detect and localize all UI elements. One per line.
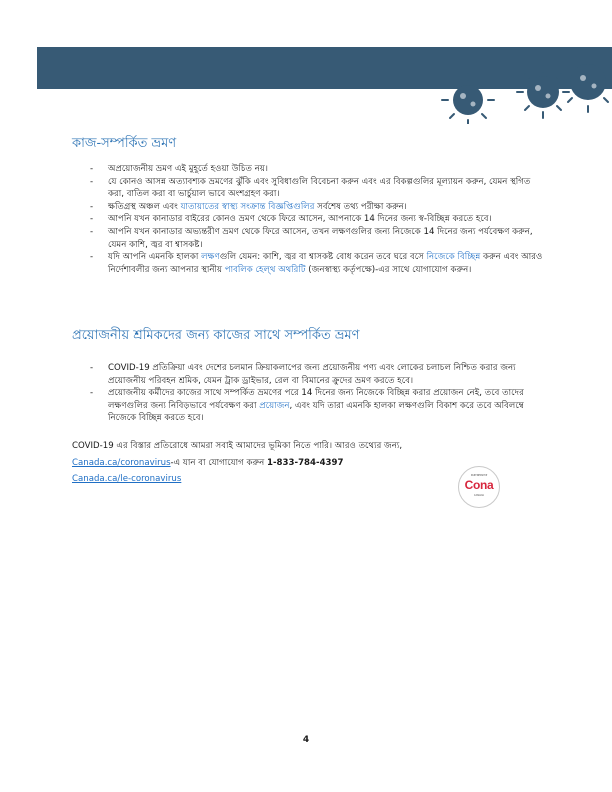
required-link[interactable]: প্রয়োজন <box>259 400 290 411</box>
list-item: - COVID-19 প্রতিক্রিয়া এবং দেশের চলমান ক্রিয়াকলাপের জন্য প্রয়োজনীয় পণ্য এবং লোকের চলাচল নিশ্চিত করার জন্য প্রয়োজনীয় পরিবহন শ্রমিক, যেমন ট্রাক ড্রাইভার, রেল বা বিমানের ক্রুদের ভ্রমণ করতে হবে। <box>90 362 545 387</box>
canada-le-coronavirus-link[interactable]: Canada.ca/le-coronavirus <box>72 474 182 484</box>
canada-coronavirus-link[interactable]: Canada.ca/coronavirus <box>72 457 171 468</box>
symptoms-link[interactable]: লক্ষণ <box>201 252 220 263</box>
logo-bottom-text: CANADA <box>473 494 485 497</box>
travel-health-notices-link[interactable]: যাতায়াতের স্বাস্থ্য সংক্রান্ত বিজ্ঞপ্তিগুলির <box>180 201 315 212</box>
essential-workers-list <box>90 362 545 425</box>
list-item: - অপ্রয়োজনীয় ভ্রমণ এই মুহূর্তে হওয়া উচিত নয়। <box>90 163 545 176</box>
list-item: - আপনি যখন কানাডার অভ্যন্তরীণ ভ্রমণ থেকে ফিরে আসেন, তখন লক্ষণগুলির জন্য নিজেকে 14 দিনের জন্য পর্যবেক্ষণ করুন, যেমন কাশি, জ্বর বা শ্বাসকষ্ট। <box>90 226 545 251</box>
list-item: - যদি আপনি এমনকি হালকা লক্ষণগুলি যেমন: কাশি, জ্বর বা শ্বাসকষ্ট বোধ করেন তবে ঘরে বসে নিজেকে বিচ্ছিন্ন করুন এবং আরও নির্দেশাবলীর জন্য আপনার স্থানীয় পাবলিক হেল্থ অথরিটি (জনস্বাস্থ্য কর্তৃপক্ষে)-এর সাথে যোগাযোগ করুন। <box>90 251 545 276</box>
section-title-essential-workers: প্রয়োজনীয় শ্রমিকদের জন্য কাজের সাথে সম্পর্কিত ভ্রমণ <box>72 328 360 343</box>
list-item: - ক্ষতিগ্রস্থ অঞ্চল এবং যাতায়াতের স্বাস্থ্য সংক্রান্ত বিজ্ঞপ্তিগুলির সর্বশেষ তথ্য পরীক্ষা করুন। <box>90 201 545 214</box>
cona-logo <box>458 466 500 508</box>
list-item: - প্রয়োজনীয় কর্মীদের কাজের সাথে সম্পর্কিত ভ্রমণের পরে 14 দিনের জন্য নিজেকে বিচ্ছিন্ন করার প্রয়োজন নেই, তবে তাদের লক্ষণগুলির জন্য নিবিড়ভাবে পর্যবেক্ষণ করা প্রয়োজন, এবং যদি তারা এমনকি হালকা লক্ষণগুলি বিকাশ করে তবে অবিলম্বে নিজেকে বিচ্ছিন্ন করতে হবে। <box>90 387 545 425</box>
virus-decoration-icon <box>438 62 612 124</box>
list-item: - যে কোনও আসন্ন অত্যাবশ্যক ভ্রমণের ঝুঁকি এবং সুবিধাগুলি বিবেচনা করুন এবং এর বিকল্পগুলির মূল্যায়ন করুন, যেমন স্থগিত করা, বাতিল করা বা ভার্চুয়াল ভাবে অংশগ্রহণ করা। <box>90 176 545 201</box>
logo-word: Cona <box>464 478 494 492</box>
closing-line: Canada.ca/coronavirus-এ যান বা যোগাযোগ করুন 1-833-784-4397 <box>72 457 344 468</box>
list-item: - আপনি যখন কানাডার বাইরের কোনও ভ্রমণ থেকে ফিরে আসেন, আপনাকে 14 দিনের জন্য স্ব-বিচ্ছিন্ন করতে হবে। <box>90 213 545 226</box>
public-health-authority-link[interactable]: পাবলিক হেল্থ অথরিটি <box>224 264 306 275</box>
phone-number: 1-833-784-4397 <box>267 457 344 468</box>
page-number: 4 <box>302 735 310 745</box>
self-isolate-link[interactable]: নিজেকে বিচ্ছিন্ন <box>426 252 481 263</box>
section-title-work-travel: কাজ-সম্পর্কিত ভ্রমণ <box>72 136 177 151</box>
closing-line: COVID-19 এর বিস্তার প্রতিরোধে আমরা সবাই আমাদের ভূমিকা নিতে পারি। আরও তথ্যের জন্য, <box>72 441 403 451</box>
work-travel-list <box>90 163 545 276</box>
logo-top-text: PARTNERSHIP <box>470 474 488 477</box>
